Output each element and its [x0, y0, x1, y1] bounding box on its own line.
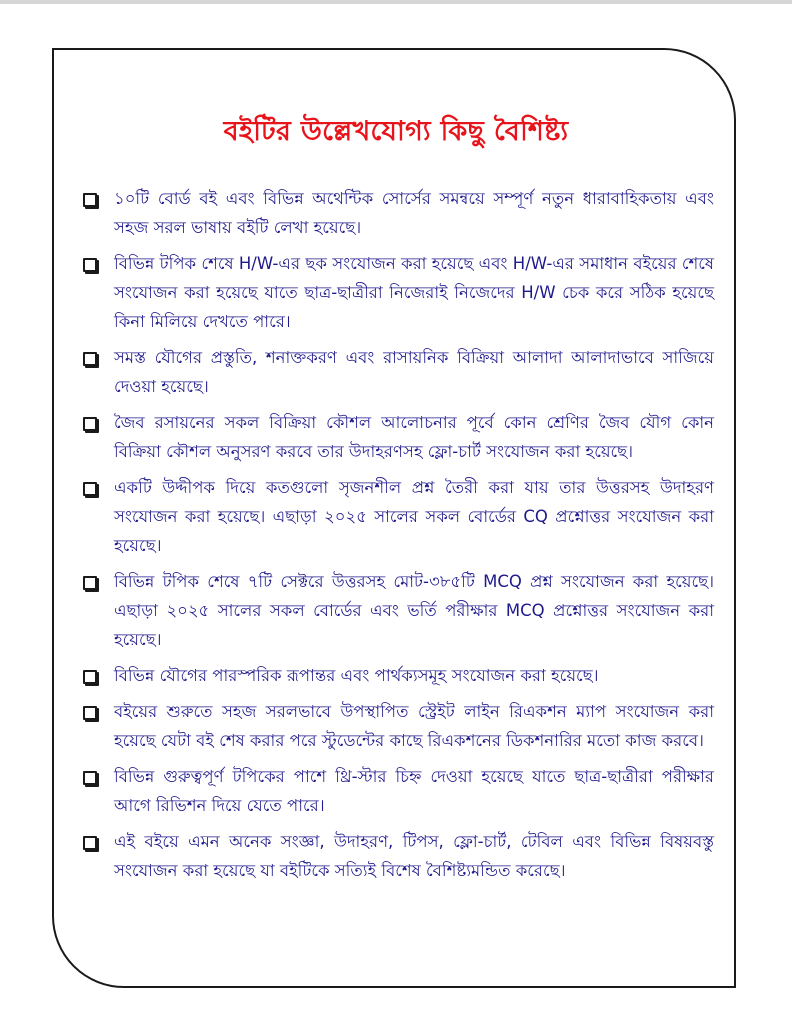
checkbox-bullet-icon — [83, 836, 97, 850]
feature-text: একটি উদ্দীপক দিয়ে কতগুলো সৃজনশীল প্রশ্ন তৈরী করা যায় তার উত্তরসহ উদাহরণ সংযোজন করা হয়েছে। এছাড়া ২০২৫ সালের সকল বোর্ডের CQ প্রশ্নোত্তর সংযোজন করা হয়েছে। — [114, 478, 714, 555]
checkbox-bullet-icon — [83, 352, 97, 366]
feature-text: জৈব রসায়নের সকল বিক্রিয়া কৌশল আলোচনার পূর্বে কোন শ্রেণির জৈব যৌগ কোন বিক্রিয়া কৌশল অনুসরণ করবে তার উদাহরণসহ ফ্লো-চার্ট সংযোজন করা হয়েছে। — [114, 413, 714, 461]
feature-item — [78, 697, 714, 755]
feature-text: সমস্ত যৌগের প্রস্তুতি, শনাক্তকরণ এবং রাসায়নিক বিক্রিয়া আলাদা আলাদাভাবে সাজিয়ে দেওয়া হয়েছে। — [114, 348, 714, 396]
feature-text: বইয়ের শুরুতে সহজ সরলভাবে উপস্থাপিত স্ট্রেইট লাইন রিএকশন ম্যাপ সংযোজন করা হয়েছে যেটা বই শেষ করার পরে স্টুডেন্টের কাছে রিএকশনের ডিকশনারির মতো কাজ করবে। — [114, 702, 714, 750]
feature-item — [78, 249, 714, 336]
checkbox-bullet-icon — [83, 670, 97, 684]
feature-item — [78, 184, 714, 242]
feature-text: বিভিন্ন গুরুত্বপূর্ণ টপিকের পাশে থ্রি-স্টার চিহ্ন দেওয়া হয়েছে যাতে ছাত্র-ছাত্রীরা পরীক্ষার আগে রিভিশন দিয়ে যেতে পারে। — [114, 767, 714, 815]
checkbox-bullet-icon — [83, 482, 97, 496]
checkbox-bullet-icon — [83, 193, 97, 207]
feature-text: ১০টি বোর্ড বই এবং বিভিন্ন অথেন্টিক সোর্সের সমন্বয়ে সম্পূর্ণ নতুন ধারাবাহিকতায় এবং সহজ সরল ভাষায় বইটি লেখা হয়েছে। — [114, 189, 714, 237]
features-panel — [52, 48, 736, 988]
checkbox-bullet-icon — [83, 417, 97, 431]
feature-text: বিভিন্ন টপিক শেষে ৭টি সেক্টরে উত্তরসহ মোট-৩৮৫টি MCQ প্রশ্ন সংযোজন করা হয়েছে। এছাড়া ২০২৫ সালের সকল বোর্ডের এবং ভর্তি পরীক্ষার MCQ প্রশ্নোত্তর সংযোজন করা হয়েছে। — [114, 572, 714, 649]
feature-item — [78, 473, 714, 560]
feature-item — [78, 343, 714, 401]
feature-item — [78, 827, 714, 885]
checkbox-bullet-icon — [83, 771, 97, 785]
feature-text: বিভিন্ন যৌগের পারস্পরিক রূপান্তর এবং পার্থক্যসমূহ সংযোজন করা হয়েছে। — [114, 666, 599, 685]
checkbox-bullet-icon — [83, 258, 97, 272]
feature-text: বিভিন্ন টপিক শেষে H/W-এর ছক সংযোজন করা হয়েছে এবং H/W-এর সমাধান বইয়ের শেষে সংযোজন করা হয়েছে যাতে ছাত্র-ছাত্রীরা নিজেরাই নিজেদের H/W চেক করে সঠিক হয়েছে কিনা মিলিয়ে দেখতে পারে। — [114, 254, 714, 331]
checkbox-bullet-icon — [83, 706, 97, 720]
checkbox-bullet-icon — [83, 576, 97, 590]
feature-item — [78, 661, 714, 690]
feature-text: এই বইয়ে এমন অনেক সংজ্ঞা, উদাহরণ, টিপস, ফ্লো-চার্ট, টেবিল এবং বিভিন্ন বিষয়বস্তু সংযোজন করা হয়েছে যা বইটিকে সত্যিই বিশেষ বৈশিষ্ট্যমন্ডিত করেছে। — [114, 832, 714, 880]
top-divider — [0, 0, 792, 4]
feature-item — [78, 567, 714, 654]
feature-list — [78, 184, 714, 892]
page-title: বইটির উল্লেখযোগ্য কিছু বৈশিষ্ট্য — [223, 116, 569, 147]
feature-item — [78, 762, 714, 820]
feature-item — [78, 408, 714, 466]
